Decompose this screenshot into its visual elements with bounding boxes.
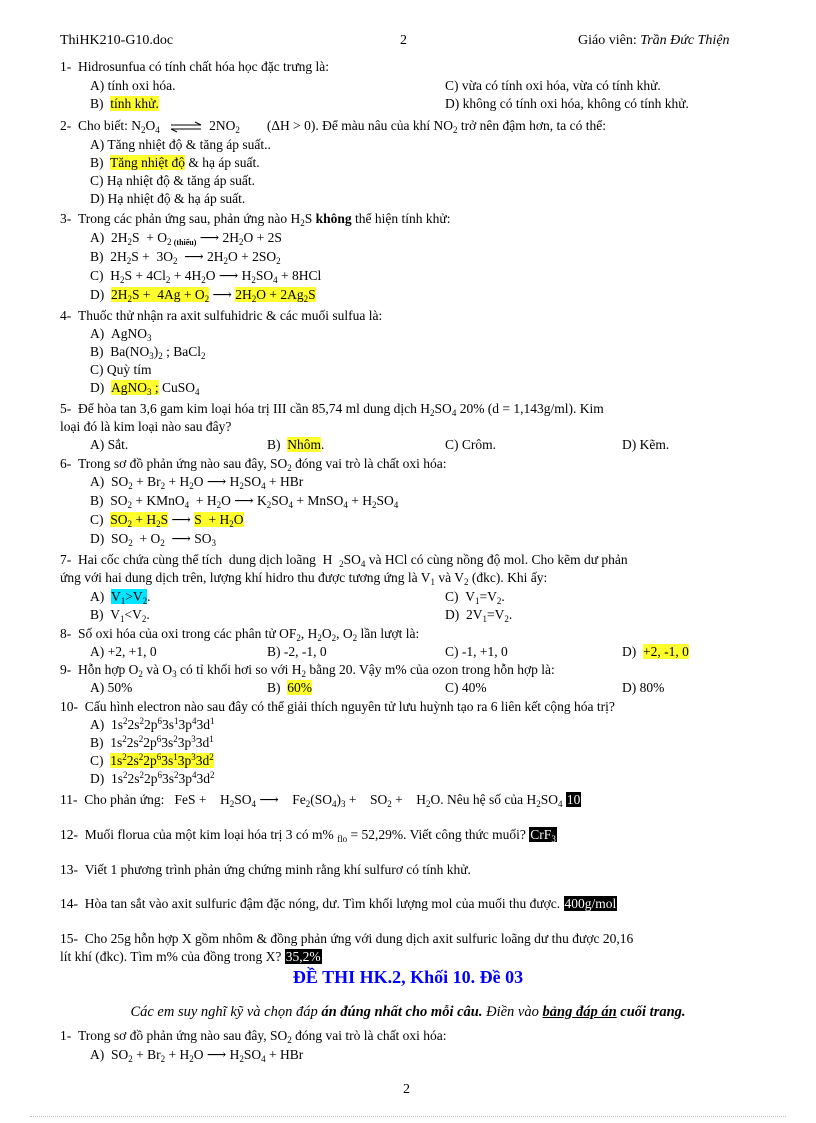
option-d: D) $SO_2 + O_2$ ⟶ $SO_3$: [90, 531, 217, 548]
answer-highlight: AgNO$_3$ ;: [111, 380, 159, 397]
question-15: 15- Cho 25g hỗn hợp X gồm nhôm & đồng phản ứng với dung dịch axit sulfuric loãng dư thu được 20,16: [60, 931, 634, 946]
option-d: D) +2, -1, 0: [622, 644, 689, 659]
header-teacher: [578, 32, 730, 49]
answer-highlight: Nhôm: [287, 437, 321, 452]
answer-highlight: Tăng nhiệt độ: [110, 155, 185, 170]
page-border: [30, 1116, 786, 1117]
option-c: C) -1, +1, 0: [445, 644, 508, 659]
answer-box: 35,2%: [285, 949, 321, 964]
question-8: 8- Số oxi hóa của oxi trong các phân tử $OF_2$, $H_2O_2$, $O_2$ lần lượt là:: [60, 626, 420, 643]
option-d: D) $2V_1=V_2$.: [445, 607, 513, 624]
option-c: C) $SO_2 + H_2S$ ⟶ $S + H_2O$: [90, 512, 244, 529]
option-a: A) $SO_2 + Br_2 + H_2O$ ⟶ $H_2SO_4$ + HBr: [90, 474, 304, 491]
answer-box: 10: [566, 792, 581, 807]
question-7-line2: ứng với hai dung dịch trên, lượng khí hidro thu được tương ứng là $V_1$ và $V_2$ (đkc). Khi ấy:: [60, 570, 548, 587]
answer-highlight: tính khử.: [110, 96, 159, 111]
option-b: B) Tăng nhiệt độ & hạ áp suất.: [90, 155, 260, 170]
answer-box: CrF$_3$: [530, 827, 556, 844]
question-9: 9- Hỗn hợp $O_2$ và $O_3$ có tỉ khối hơi so với $H_2$ bằng 20. Vậy m% của ozon trong hỗn hợp là:: [60, 662, 555, 679]
option-a: A) $1s^22s^22p^63s^13p^43d^1$: [90, 716, 215, 732]
answer-highlight: 60%: [287, 680, 312, 695]
option-d: D) Kẽm.: [622, 437, 670, 452]
question-10: 10- Cấu hình electron nào sau đây có thể giải thích nguyên tử lưu huỳnh tạo ra 6 liên kết cộng hóa trị?: [60, 699, 615, 714]
footer-page-number: 2: [403, 1082, 410, 1097]
option-d: D) Hạ nhiệt độ & hạ áp suất.: [90, 191, 246, 206]
option-c: C) 40%: [445, 680, 487, 695]
option-a: A) $2H_2S + O_{2 (thiếu)}$ ⟶ $2H_2O + 2S$: [90, 230, 282, 247]
option-b: B) 60%: [267, 680, 312, 695]
answer-highlight: $2H_2S + 4Ag + O_2$: [111, 287, 210, 304]
equilibrium-arrow-icon: [169, 121, 203, 133]
option-d: D) $1s^22s^22p^63s^23p^43d^2$: [90, 770, 215, 786]
option-c: C) Crôm.: [445, 437, 497, 452]
option-d: D) AgNO$_3$ ; CuSO$_4$: [90, 380, 200, 397]
answer-highlight: +2, -1, 0: [643, 644, 689, 659]
answer-box: 400g/mol: [564, 896, 617, 911]
option-b: B) tính khử.: [90, 96, 159, 111]
option-a: A) 50%: [90, 680, 133, 695]
question-5-line2: loại đó là kim loại nào sau đây?: [60, 419, 232, 434]
option-c: C) $1s^22s^22p^63s^13p^33d^2$: [90, 752, 214, 768]
exam-title: ĐỀ THI HK.2, Khối 10. Đề 03: [292, 967, 524, 987]
question-3: 3- Trong các phản ứng sau, phản ứng nào $H_2S$ không thể hiện tính khử:: [60, 211, 451, 228]
option-b: B) $1s^22s^22p^63s^23p^33d^1$: [90, 734, 214, 750]
teacher-label: Giáo viên:: [578, 33, 637, 48]
question-11: 11- Cho phản ứng: FeS + $H_2SO_4$ ⟶ $Fe_2(SO_4)_3$ + $SO_2$ + $H_2O$. Nêu hệ số của $H_2SO_4$ 10: [60, 792, 581, 809]
option-d: D) không có tính oxi hóa, không có tính khử.: [445, 96, 689, 111]
exam2-question-1: 1- Trong sơ đồ phản ứng nào sau đây, $SO_2$ đóng vai trò là chất oxi hóa:: [60, 1028, 447, 1045]
q-number: 1-: [60, 59, 72, 74]
option-b: B) Nhôm.: [267, 437, 325, 452]
teacher-name: Trần Đức Thiện: [640, 33, 730, 48]
option-a: A) AgNO$_3$: [90, 326, 152, 343]
option-c: C) vừa có tính oxi hóa, vừa có tính khử.: [445, 78, 661, 93]
option-b: B) $SO_2$ + KMnO$_4$ + $H_2O$ ⟶ $K_2SO_4$ + MnSO$_4$ + $H_2SO_4$: [90, 493, 399, 510]
option-b: B) $2H_2S + 3O_2$ ⟶ $2H_2O + 2SO_2$: [90, 249, 281, 266]
option-b: B) -2, -1, 0: [267, 644, 327, 659]
q-stem: Hidrosunfua có tính chất hóa học đặc trưng là:: [78, 59, 329, 74]
option-b: B) $V_1<V_2$.: [90, 607, 150, 624]
option-a: A) Sắt.: [90, 437, 129, 452]
header-filename: ThiHK210-G10.doc: [60, 33, 174, 48]
option-c: C) $H_2S + 4Cl_2 + 4H_2O$ ⟶ $H_2SO_4 + 8HCl$: [90, 268, 322, 285]
option-a: A) $SO_2 + Br_2 + H_2O$ ⟶ $H_2SO_4$ + HBr: [90, 1047, 304, 1064]
answer-highlight: $V_1>V_2$: [111, 589, 148, 606]
option-a: A) +2, +1, 0: [90, 644, 157, 659]
question-14: 14- Hòa tan sắt vào axit sulfuric đậm đặc nóng, dư. Tìm khối lượng mol của muối thu được. 400g/mol: [60, 896, 617, 911]
option-c: C) Hạ nhiệt độ & tăng áp suất.: [90, 173, 255, 188]
option-b: B) $Ba(NO_3)_2$ ; BaCl$_2$: [90, 344, 206, 361]
answer-highlight: $1s^22s^22p^63s^13p^33d^2$: [110, 752, 214, 768]
question-12: 12- Muối florua của một kim loại hóa trị 3 có m% $_{flo}$ = 52,29%. Viết công thức muối? CrF$_3$: [60, 827, 556, 844]
option-a: A) Tăng nhiệt độ & tăng áp suất..: [90, 137, 271, 152]
option-c: C) $V_1=V_2$.: [445, 589, 505, 606]
option-a: A) tính oxi hóa.: [90, 78, 176, 93]
option-d: D) $2H_2S + 4Ag + O_2$ ⟶ $2H_2O + 2Ag_2S$: [90, 287, 316, 304]
answer-highlight: $SO_2 + H_2S$: [110, 512, 169, 529]
question-2: 2- Cho biết: $N_2O_4$ $2NO_2$ (ΔH > 0). Để màu nâu của khí $NO_2$ trở nên đậm hơn, ta có thể:: [60, 118, 606, 135]
option-d: D) 80%: [622, 680, 665, 695]
question-4: 4- Thuốc thử nhận ra axit sulfuhidric & các muối sulfua là:: [60, 308, 383, 323]
option-a: A) $V_1>V_2$.: [90, 589, 151, 606]
header-page-number: 2: [400, 33, 407, 48]
question-1: [60, 58, 329, 75]
option-c: C) Quỳ tím: [90, 362, 152, 377]
question-5: 5- Để hòa tan 3,6 gam kim loại hóa trị III cần 85,74 ml dung dịch $H_2SO_4$ 20% (d = 1,143g/ml). Kim: [60, 401, 604, 418]
exam-instructions: Các em suy nghĩ kỹ và chọn đáp án đúng nhất cho mỗi câu. Điền vào bảng đáp án cuối trang.: [130, 1004, 686, 1020]
question-6: 6- Trong sơ đồ phản ứng nào sau đây, $SO_2$ đóng vai trò là chất oxi hóa:: [60, 456, 447, 473]
question-15-line2: lít khí (đkc). Tìm m% của đồng trong X? 35,2%: [60, 949, 321, 964]
question-7: 7- Hai cốc chứa cùng thể tích dung dịch loãng H $_2SO_4$ và HCl có cùng nồng độ mol. Cho kẽm dư phản: [60, 552, 628, 569]
question-13: 13- Viết 1 phương trình phản ứng chứng minh rằng khí sulfurơ có tính khử.: [60, 862, 471, 877]
